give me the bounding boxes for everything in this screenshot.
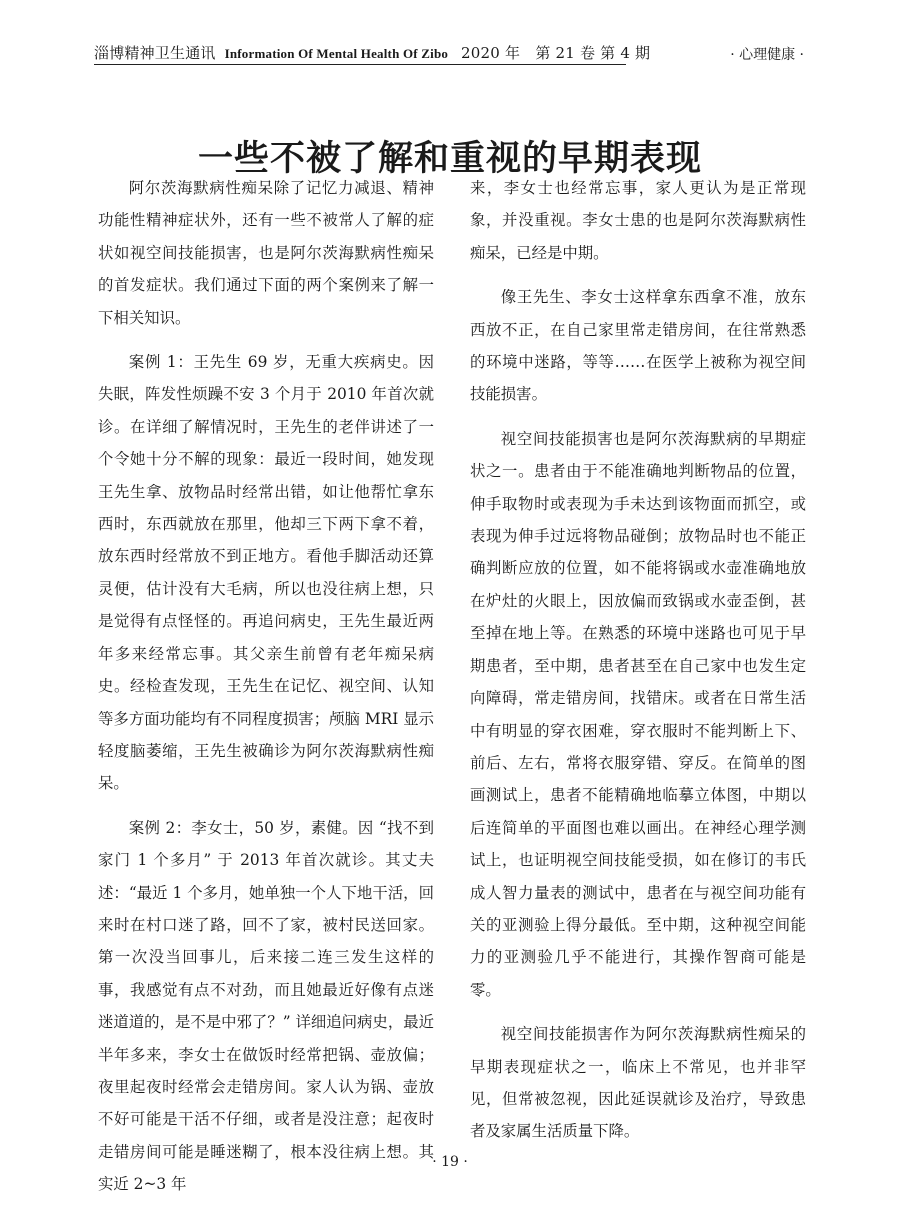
paragraph-symptoms: 视空间技能损害也是阿尔茨海默病的早期症状之一。患者由于不能准确地判断物品的位置，伸手取物时或表现为手未达到该物面而抓空，或表现为伸手过远将物品碰倒；放物品时也不能正确判断应放的位置，如不能将锅或水壶准确地放在炉灶的火眼上，因放偏而致锅或水壶歪倒，甚至掉在地上等。在熟悉的环境中迷路也可见于早期患者，至中期，患者甚至在自己家中也发生定向障碍，常走错房间，找错床。或者在日常生活中有明显的穿衣困难，穿衣服时不能判断上下、前后、左右，常将衣服穿错、穿反。在简单的图画测试上，患者不能精确地临摹立体图，中期以后连简单的平面图也难以画出。在神经心理学测试上，也证明视空间技能受损，如在修订的韦氏成人智力量表的测试中，患者在与视空间功能有关的亚测验上得分最低。至中期，这种视空间能力的亚测验几乎不能进行，其操作智商可能是零。 [470,429,806,999]
header-rule [94,64,626,65]
paragraph-case-1: 案例 1：王先生 69 岁，无重大疾病史。因失眠，阵发性烦躁不安 3 个月于 2010 年首次就诊。在详细了解情况时，王先生的老伴讲述了一个令她十分不解的现象：最近一段时间，她发现王先生拿、放物品时经常出错，如让他帮忙拿东西时，东西就放在那里，他却三下两下拿不着，放东西时经常放不到正地方。看他手脚活动还算灵便，估计没有大毛病，所以也没往病上想，只是觉得有点怪怪的。再追问病史，王先生最近两年多来经常忘事。其父亲生前曾有老年痴呆病史。经检查发现，王先生在记忆、视空间、认知等多方面功能均有不同程度损害；颅脑 MRI 显示轻度脑萎缩，王先生被确诊为阿尔茨海默病性痴呆。 [98,353,434,793]
running-header [94,38,804,68]
left-column [98,172,434,1213]
journal-info [94,42,650,63]
publication-name-en: Information Of Mental Health Of Zibo [224,46,449,61]
paragraph-case-2-continued: 来，李女士也经常忘事，家人更认为是正常现象，并没重视。李女士患的也是阿尔茨海默病性痴呆，已经是中期。 [470,179,806,262]
right-column [470,172,806,1160]
page-number: · 19 · [432,1154,468,1170]
paragraph-definition: 像王先生、李女士这样拿东西拿不准，放东西放不正，在自己家里常走错房间，在往常熟悉的环境中迷路，等等……在医学上被称为视空间技能损害。 [470,288,806,404]
paragraph-intro: 阿尔茨海默病性痴呆除了记忆力减退、精神功能性精神症状外，还有一些不被常人了解的症状如视空间技能损害，也是阿尔茨海默病性痴呆的首发症状。我们通过下面的两个案例来了解一下相关知识。 [98,179,434,327]
issue-info: 2020 年 第 21 卷 第 4 期 [461,44,651,62]
paragraph-conclusion: 视空间技能损害作为阿尔茨海默病性痴呆的早期表现症状之一，临床上不常见，也并非罕见，但常被忽视，因此延误就诊及治疗，导致患者及家属生活质量下降。 [470,1025,806,1141]
paragraph-case-2: 案例 2：李女士，50 岁，素健。因 “找不到家门 1 个多月” 于 2013 年首次就诊。其丈夫述：“最近 1 个多月，她单独一个人下地干活，回来时在村口迷了路，回不了家，被村民送回家。第一次没当回事儿，后来接二连三发生这样的事，我感觉有点不对劲，而且她最近好像有点迷迷道道的，是不是中邪了？” 详细追问病史，最近半年多来，李女士在做饭时经常把锅、壶放偏；夜里起夜时经常会走错房间。家人认为锅、壶放不好可能是干活不仔细，或者是没注意；起夜时走错房间可能是睡迷糊了，根本没往病上想。其实近 2~3 年 [98,818,434,1194]
article-title: 一些不被了解和重视的早期表现 [197,138,702,180]
publication-name-cn: 淄博精神卫生通讯 [94,44,216,62]
section-label: · 心理健康 · [730,47,804,63]
